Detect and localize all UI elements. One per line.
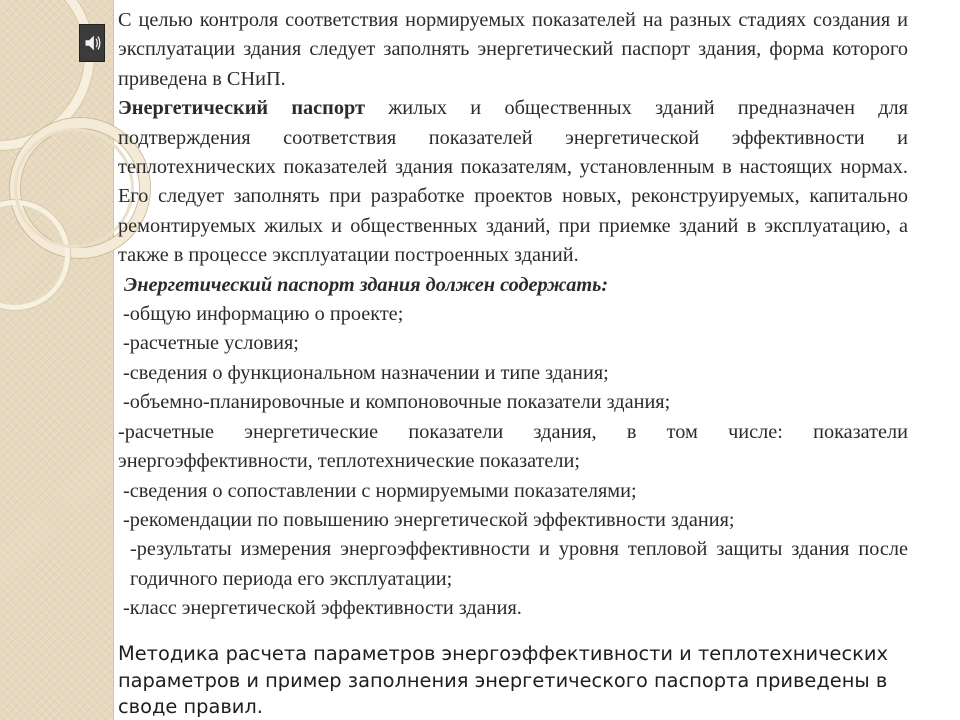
- definition-paragraph: [118, 94, 908, 270]
- decorative-left-strip: [0, 0, 114, 720]
- closing-text: Методика расчета параметров энергоэффективности и теплотехнических параметров и пример заполнения энергетического паспорта приведены в своде правил.: [118, 642, 888, 718]
- list-item: -расчетные энергетические показатели здания, в том числе: показатели энергоэффективности, теплотехнические показатели;: [118, 420, 908, 473]
- list-heading: Энергетический паспорт здания должен содержать:: [124, 273, 609, 296]
- intro-paragraph: С целью контроля соответствия нормируемых показателей на разных стадиях создания и эксплуатации здания следует заполнять энергетический паспорт здания, форма которого приведена в СНиП.: [118, 9, 908, 90]
- list-item: -рекомендации по повышению энергетической эффективности здания;: [123, 508, 735, 531]
- list-item: -объемно-планировочные и компоновочные показатели здания;: [123, 391, 671, 414]
- definition-term: Энергетический паспорт: [118, 97, 365, 120]
- list-item: -сведения о сопоставлении с нормируемыми показателями;: [123, 479, 637, 502]
- list-item: -расчетные условия;: [123, 332, 299, 355]
- list-item: -общую информацию о проекте;: [123, 303, 404, 326]
- sound-icon[interactable]: [79, 24, 105, 62]
- list-item: -результаты измерения энергоэффективности и уровня тепловой защиты здания после годичного периода его эксплуатации;: [130, 538, 908, 590]
- closing-note: [118, 641, 918, 720]
- list-item: -сведения о функциональном назначении и типе здания;: [123, 361, 609, 384]
- list-item: -класс энергетической эффективности здания.: [123, 597, 522, 620]
- definition-text: жилых и общественных зданий предназначен для подтверждения соответствия показателей энергетической эффективности и теплотехнических показателей здания показателям, установленным в настоящих нормах. Его следует заполнять при разработке проектов новых, реконструируемых, капитально ремонтируемых жилых и общественных зданий, при приемке зданий в эксплуатацию, а также в процессе эксплуатации построенных зданий.: [118, 97, 908, 267]
- sound-icon-glyph: [80, 25, 104, 61]
- decorative-ring: [14, 128, 134, 248]
- slide-body-text: [118, 6, 908, 624]
